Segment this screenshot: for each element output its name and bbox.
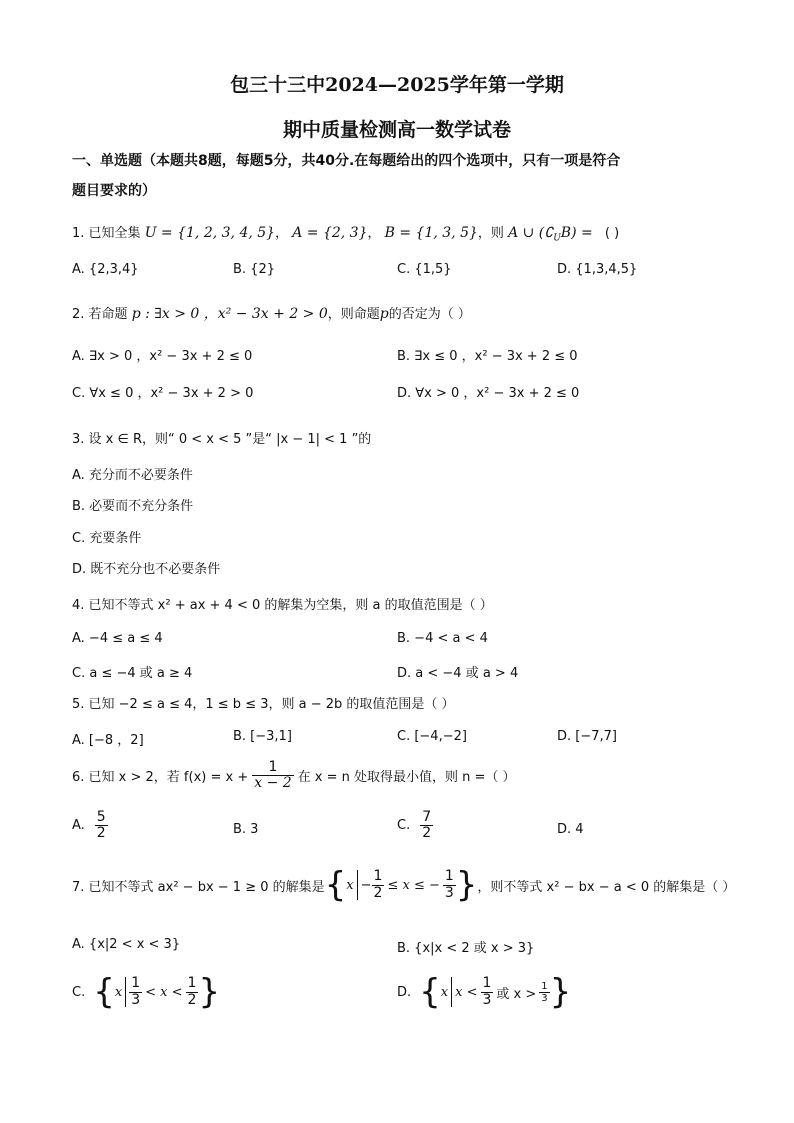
q3-option-b: B. 必要而不充分条件 — [72, 499, 194, 514]
q2-option-d: D. ∀x > 0 ，x² − 3x + 2 ≤ 0 — [397, 386, 580, 401]
question-4-stem: 4. 已知不等式 x² + ax + 4 < 0 的解集为空集，则 a 的取值范围是（ ） — [72, 598, 493, 613]
q7-f1-den: 2 — [373, 884, 383, 901]
q6-frac-num: 1 — [268, 759, 278, 775]
q4-option-c: C. a ≤ −4 或 a ≥ 4 — [72, 666, 193, 681]
q7-c-den1: 3 — [131, 991, 141, 1008]
q7-c-fraction-1 — [129, 976, 142, 1008]
question-1-stem: 1. 已知全集 U = {1, 2, 3, 4, 5}， A = {2, 3}， B = {1, 3, 5}，则 A ∪ $(∁_UB)$ = ( ) — [72, 225, 620, 244]
q2-proposition: p : ∃x > 0 ，x² − 3x + 2 > 0 — [131, 306, 328, 322]
q1-option-b: B. {2} — [233, 262, 275, 277]
q1-set-u: U = {1, 2, 3, 4, 5} — [144, 225, 276, 241]
q7-d-pre: x < — [455, 984, 478, 1000]
q6-frac-den: x − 2 — [254, 775, 292, 792]
q7-option-d — [397, 972, 572, 1012]
q4-option-b: B. −4 < a < 4 — [397, 631, 488, 646]
question-3-stem: 3. 设 x ∈ R，则“ 0 < x < 5 ”是“ |x − 1| < 1 ”的 — [72, 432, 372, 447]
q7-mid: ≤ x ≤ − — [387, 877, 440, 893]
q7-f2-num: 1 — [444, 868, 454, 885]
q6-option-a-den: 2 — [96, 825, 106, 842]
q7-c-open-brace: { — [93, 972, 115, 1012]
q1-answer-paren: ( ) — [604, 226, 620, 241]
q6-option-a-label: A. — [72, 818, 85, 834]
q7-c-num1: 1 — [131, 975, 141, 992]
q7-close-brace: } — [455, 865, 478, 905]
q7-set-var: x — [346, 877, 354, 893]
q2-tail2: 的否定为（ ） — [388, 307, 471, 322]
section-heading-line1: 一、单选题（本题共8题，每题5分，共40分.在每题给出的四个选项中，只有一项是符合 — [72, 153, 621, 169]
q2-intro: 2. 若命题 — [72, 307, 128, 322]
q6-option-b: B. 3 — [233, 822, 259, 837]
q7-d-num1: 1 — [482, 975, 492, 992]
question-7-stem — [72, 865, 736, 905]
q4-option-a: A. −4 ≤ a ≤ 4 — [72, 631, 163, 646]
q7-d-fraction-1 — [481, 976, 494, 1008]
q5-option-a: A. [−8 ，2] — [72, 733, 144, 748]
q7-option-c-label: C. — [72, 984, 86, 1000]
question-5-stem: 5. 已知 −2 ≤ a ≤ 4，1 ≤ b ≤ 3，则 a − 2b 的取值范围是（ ） — [72, 697, 455, 712]
q5-option-c: C. [−4,−2] — [397, 729, 467, 744]
q6-fraction — [252, 760, 293, 792]
q7-intro: 7. 已知不等式 ax² − bx − 1 ≥ 0 的解集是 — [72, 879, 325, 895]
q7-c-den2: 2 — [187, 991, 197, 1008]
q1-option-c: C. {1,5} — [397, 262, 452, 277]
q7-d-mid: 或 x > — [496, 986, 537, 1002]
q7-c-mid: < x < — [145, 984, 183, 1000]
q1-intro: 1. 已知全集 — [72, 226, 141, 241]
q6-option-a-num: 5 — [96, 809, 106, 825]
q7-option-b: B. {x|x < 2 或 x > 3} — [397, 941, 535, 956]
q5-option-d: D. [−7,7] — [557, 729, 617, 744]
question-6-stem — [72, 760, 516, 792]
q7-d-fraction-2 — [539, 981, 549, 1004]
q6-option-a-fraction — [95, 810, 108, 842]
q6-tail: 在 x = n 处取得最小值，则 n =（ ） — [297, 770, 516, 786]
q7-d-var: x — [440, 984, 449, 1000]
q7-d-den1: 3 — [482, 991, 492, 1008]
q7-c-var: x — [114, 984, 123, 1000]
q1-option-d: D. {1,3,4,5} — [557, 262, 638, 277]
q6-option-c-num: 7 — [422, 809, 432, 825]
q1-then: ，则 — [477, 226, 504, 241]
q1-expr2: B) = — [560, 225, 593, 241]
q1-expr-sub: U — [553, 233, 561, 244]
q2-tail: ，则命题 — [327, 307, 380, 322]
q3-option-c: C. 充要条件 — [72, 531, 142, 546]
q7-tail: ，则不等式 x² − bx − a < 0 的解集是（ ） — [477, 879, 736, 895]
q6-intro: 6. 已知 x > 2，若 f(x) = x + — [72, 770, 249, 786]
section-heading-line2: 题目要求的） — [72, 183, 156, 199]
q3-option-d: D. 既不充分也不必要条件 — [72, 562, 221, 577]
question-2-stem — [72, 303, 471, 323]
q2-option-a: A. ∃x > 0 ，x² − 3x + 2 ≤ 0 — [72, 349, 253, 364]
q7-option-d-label: D. — [397, 984, 412, 1000]
q1-set-a: A = {2, 3} — [292, 225, 368, 241]
q7-c-close-brace: } — [198, 972, 221, 1012]
q1-set-b: B = {1, 3, 5} — [384, 225, 478, 241]
q7-d-den2: 3 — [541, 992, 548, 1004]
page-title-line1: 包三十三中2024—2025学年第一学期 — [230, 74, 564, 96]
q2-p: p — [379, 306, 389, 322]
q7-c-divider — [125, 977, 126, 1007]
q6-option-c-fraction — [420, 810, 433, 842]
q7-option-c — [72, 972, 221, 1012]
q7-fraction-2 — [443, 869, 456, 901]
q7-d-open-brace: { — [419, 972, 441, 1012]
q6-option-c — [397, 810, 433, 842]
q6-option-c-label: C. — [397, 818, 411, 834]
q6-option-c-den: 2 — [422, 825, 432, 842]
q7-c-num2: 1 — [187, 975, 197, 992]
q7-open-brace: { — [324, 865, 347, 905]
q7-d-num2: 1 — [541, 980, 548, 992]
q7-d-divider — [451, 977, 452, 1007]
q3-option-a: A. 充分而不必要条件 — [72, 468, 193, 483]
q7-f1-num: 1 — [373, 868, 383, 885]
q4-option-d: D. a < −4 或 a > 4 — [397, 666, 519, 681]
q7-fraction-1 — [372, 869, 385, 901]
q1-expr: A ∪ (∁ — [508, 225, 554, 241]
q7-set-divider — [357, 870, 358, 900]
q6-option-a — [72, 810, 108, 842]
page-title-line2: 期中质量检测高一数学试卷 — [282, 119, 511, 141]
q7-option-a: A. {x|2 < x < 3} — [72, 937, 181, 952]
q7-f2-den: 3 — [444, 884, 454, 901]
q1-option-a: A. {2,3,4} — [72, 262, 139, 277]
q2-option-b: B. ∃x ≤ 0 ，x² − 3x + 2 ≤ 0 — [397, 349, 578, 364]
q5-option-b: B. [−3,1] — [233, 729, 292, 744]
q6-option-d: D. 4 — [557, 822, 584, 837]
q2-option-c: C. ∀x ≤ 0 ，x² − 3x + 2 > 0 — [72, 386, 254, 401]
q7-d-close-brace: } — [549, 972, 572, 1012]
q7-c-fraction-2 — [186, 976, 199, 1008]
q7-minus: − — [360, 877, 372, 893]
